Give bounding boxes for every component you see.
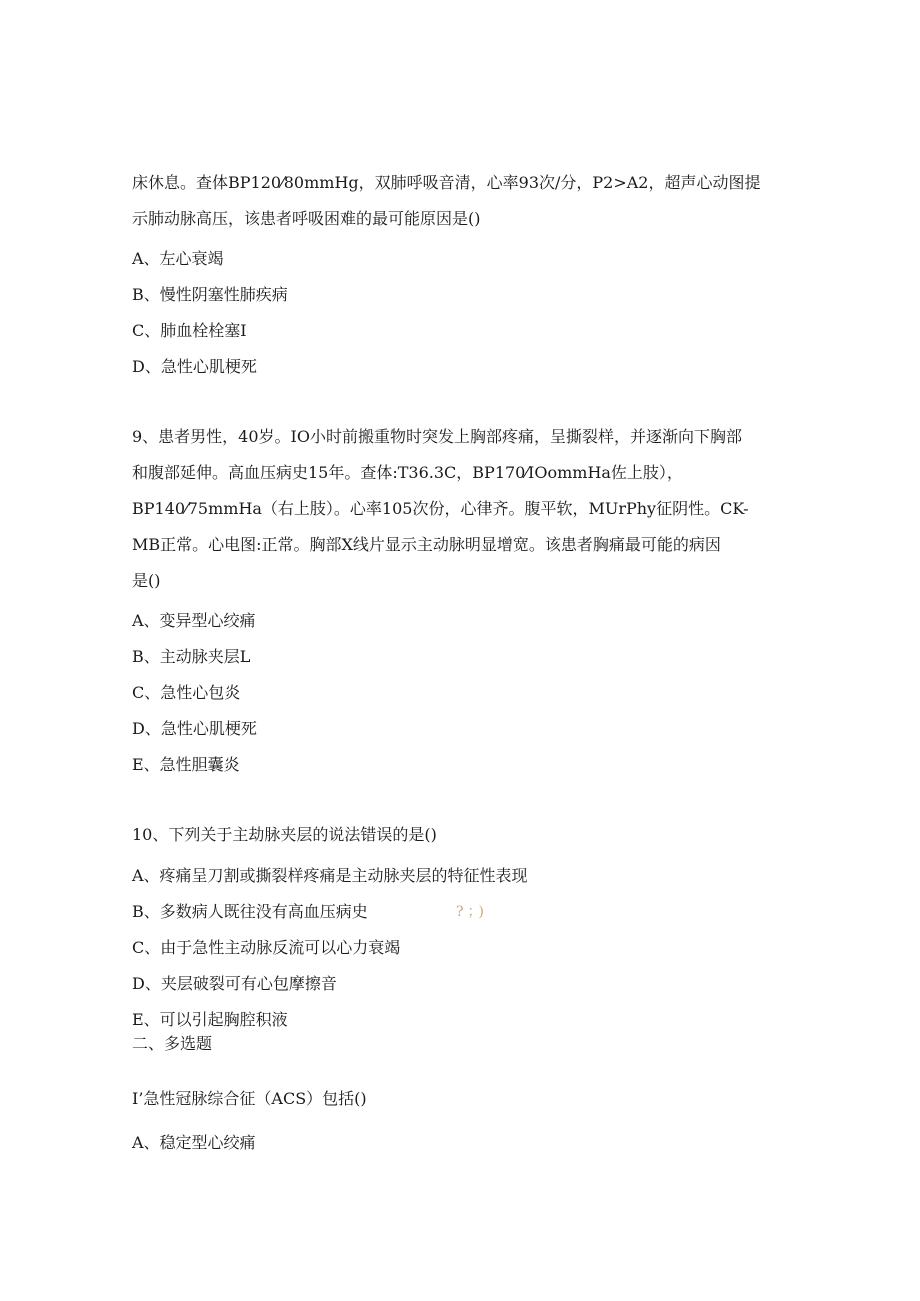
q10-stem: 10、下列关于主劫脉夹层的说法错误的是() [132,825,437,844]
q9-option-e: E、急性胆囊炎 [132,755,240,774]
q8-option-b: B、慢性阴塞性肺疾病 [132,285,288,304]
q9-option-d: D、急性心肌梗死 [132,719,257,738]
q9-stem-line-1: 9、患者男性，40岁。IO小时前搬重物时突发上胸部疼痛，呈撕裂样，并逐渐向下胸部 [132,427,742,446]
mq1-stem: I’急性冠脉综合征（ACS）包括() [132,1089,367,1108]
q10-option-e: E、可以引起胸腔积液 [132,1010,288,1029]
q10-handwritten-annotation: ?；) [456,904,488,920]
q8-stem-line-2: 示肺动脉高压，该患者呼吸困难的最可能原因是() [132,209,481,228]
q9-option-c: C、急性心包炎 [132,683,241,702]
q9-stem-line-3: BP140⁄75mmHa（右上肢）。心率105次份，心律齐。腹平软，MUrPhy征阴性。CK- [132,499,749,518]
q10-option-c: C、由于急性主动脉反流可以心力衰竭 [132,938,401,957]
q9-option-a: A、变异型心绞痛 [132,611,256,630]
q9-option-b: B、主动脉夹层L [132,647,251,666]
mq1-option-a: A、稳定型心绞痛 [132,1133,256,1152]
q10-option-d: D、夹层破裂可有心包摩擦音 [132,974,337,993]
q9-stem-line-5: 是() [132,571,161,590]
q10-option-a: A、疼痛呈刀割或撕裂样疼痛是主动脉夹层的特征性表现 [132,866,528,885]
q8-stem-line-1: 床休息。查体BP120⁄80mmHg，双肺呼吸音清，心率93次/分，P2>A2，超声心动图提 [132,173,761,192]
q8-option-a: A、左心衰竭 [132,249,224,268]
q10-option-b: B、多数病人既往没有高血压病史 [132,902,368,921]
q8-option-d: D、急性心肌梗死 [132,357,257,376]
q9-stem-line-2: 和腹部延伸。高血压病史15年。查体:T36.3C，BP170⁄IOommHa佐上肢）， [132,463,683,482]
q8-option-c: C、肺血栓栓塞I [132,321,247,340]
q9-stem-line-4: MB正常。心电图:正常。胸部X线片显示主动脉明显增宽。该患者胸痛最可能的病因 [132,535,721,554]
section-heading-multiple-choice: 二、多选题 [132,1034,213,1053]
